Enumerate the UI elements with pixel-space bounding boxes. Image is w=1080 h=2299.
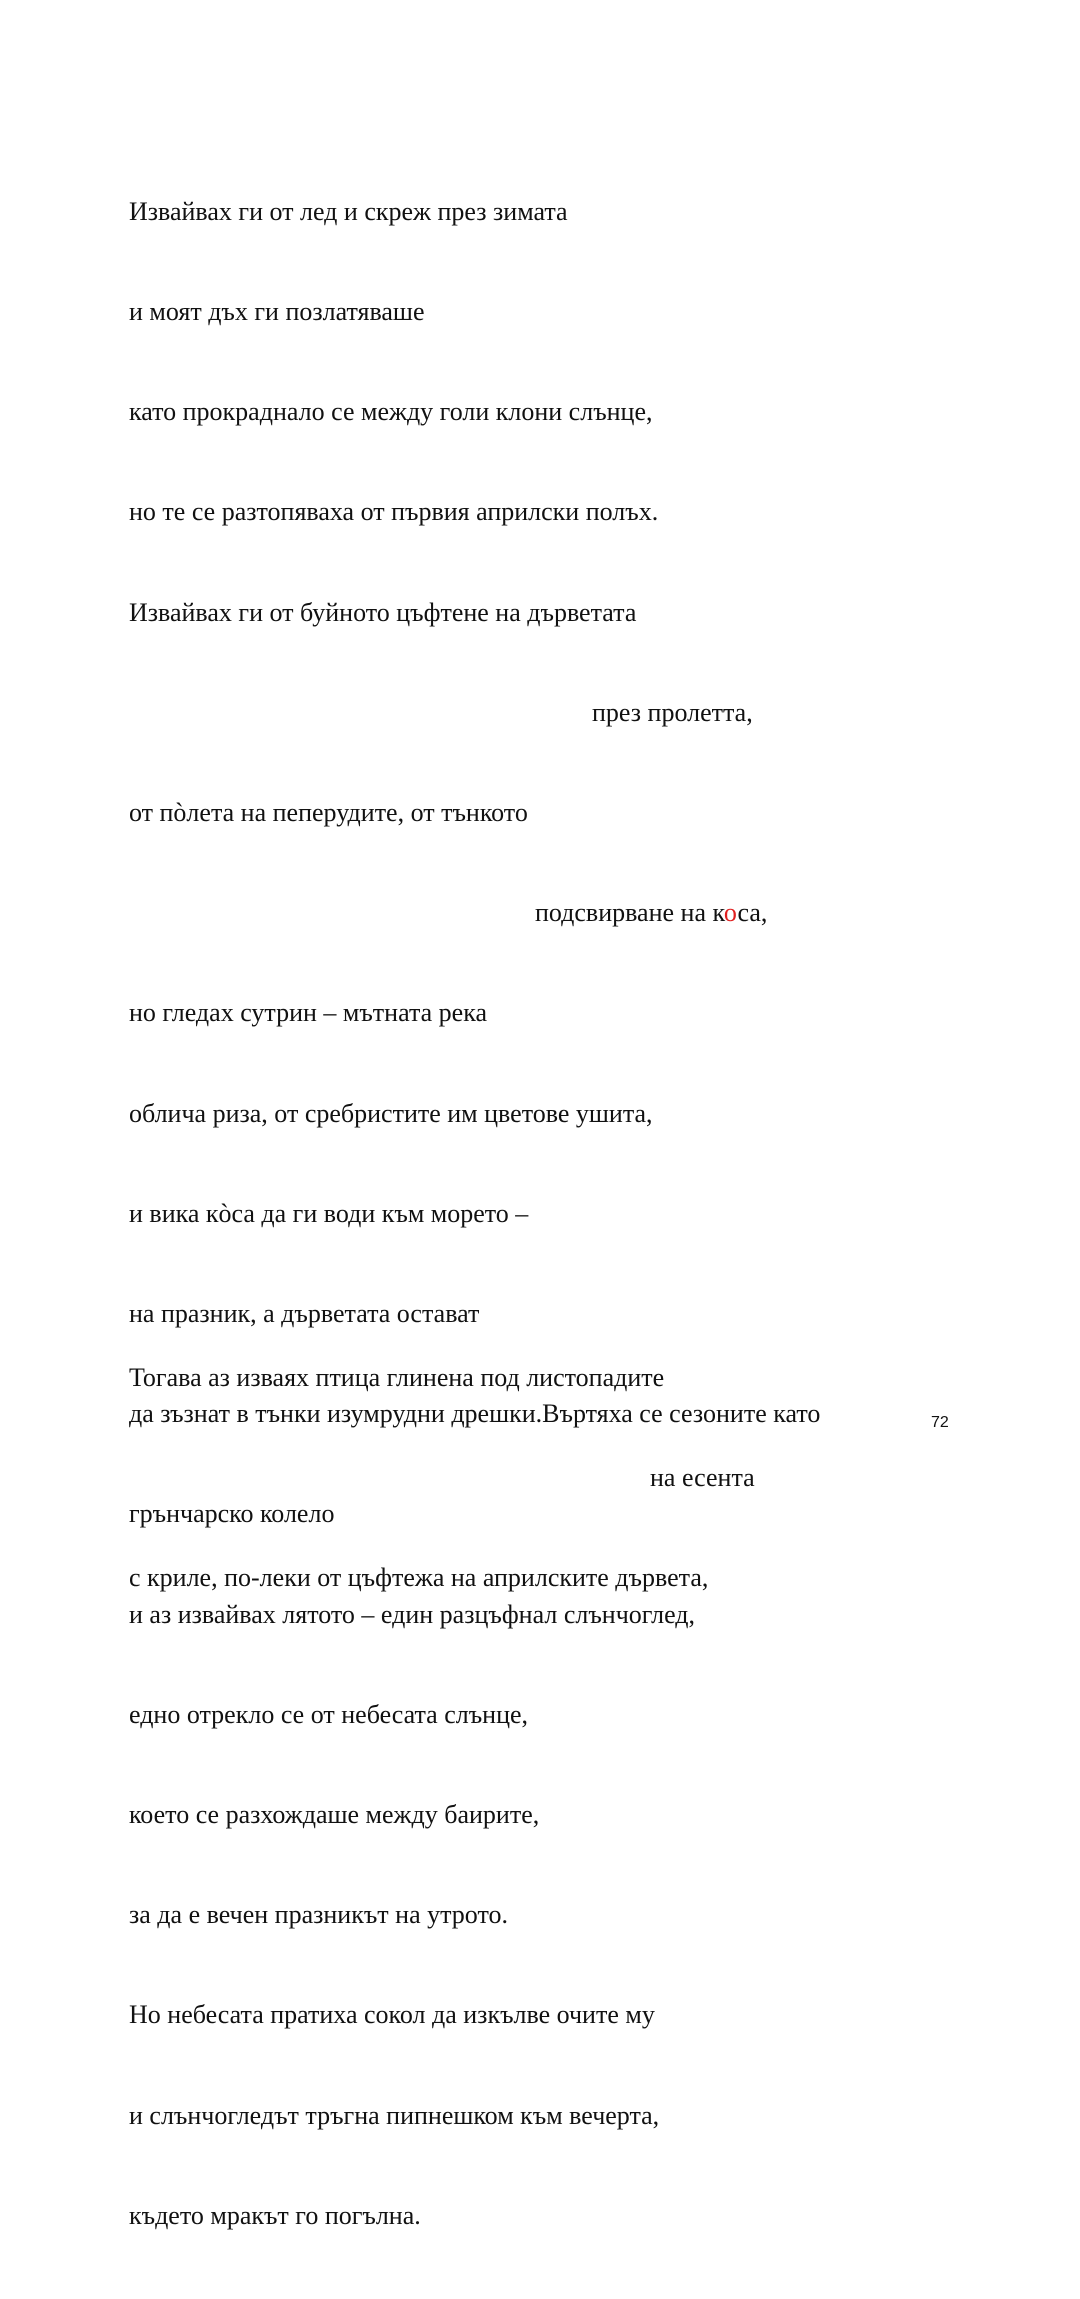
page-number: 72 (931, 1414, 949, 1431)
poem-line: за да е вечен празникът на утрото. (129, 1900, 508, 1930)
poem-stanza-1 (129, 128, 1029, 2299)
poem-line: но гледах сутрин – мътната река (129, 998, 487, 1028)
poem-line: като прокраднало се между голи клони слънце, (129, 397, 653, 427)
poem-line: но те се разтопяваха от първия априлски полъх. (129, 497, 659, 527)
poem-line: и моят дъх ги позлатяваше (129, 297, 425, 327)
poem-stanza-2 (129, 1294, 1029, 1661)
poem-line: на празник, а дърветата остават (129, 1299, 480, 1329)
poem-line: да зъзнат в тънки изумрудни дрешки.Въртяха се сезоните като (129, 1399, 821, 1429)
poem-line: и слънчогледът тръгна пипнешком към вечерта, (129, 2100, 660, 2130)
poem-line: Извайвах ги от буйното цъфтене на дърветата (129, 597, 637, 627)
line-text-before: подсвирване на к (535, 898, 724, 928)
line-text-after: са, (737, 898, 768, 928)
poem-line: Но небесата пратиха сокол да изкълве очите му (129, 2000, 655, 2030)
poem-line: от пòлета на пеперудите, от тънкото (129, 798, 528, 828)
poem-line: Извайвах ги от лед и скреж през зимата (129, 196, 568, 226)
poem-line: грънчарско колело (129, 1499, 335, 1529)
poem-line-indented: през пролетта, (592, 697, 753, 727)
poem-line: и вика кòса да ги води към морето – (129, 1198, 529, 1228)
poem-line: едно отрекло се от небесата слънце, (129, 1699, 529, 1729)
poem-line: и аз извайвах лятото – един разцъфнал слънчоглед, (129, 1599, 696, 1629)
highlighted-letter: о (723, 898, 738, 928)
poem-line: с криле, по-леки от цъфтежа на априлските дървета, (129, 1563, 709, 1593)
poem-line-indented (129, 896, 1029, 929)
poem-line: където мракът го погълна. (129, 2200, 421, 2230)
poem-line-indented: на есента (650, 1463, 755, 1493)
poem-line: което се разхождаше между баирите, (129, 1800, 540, 1830)
poem-line: Тогава аз изваях птица глинена под листопадите (129, 1362, 665, 1392)
poem-line: облича риза, от сребристите им цветове ушита, (129, 1098, 653, 1128)
